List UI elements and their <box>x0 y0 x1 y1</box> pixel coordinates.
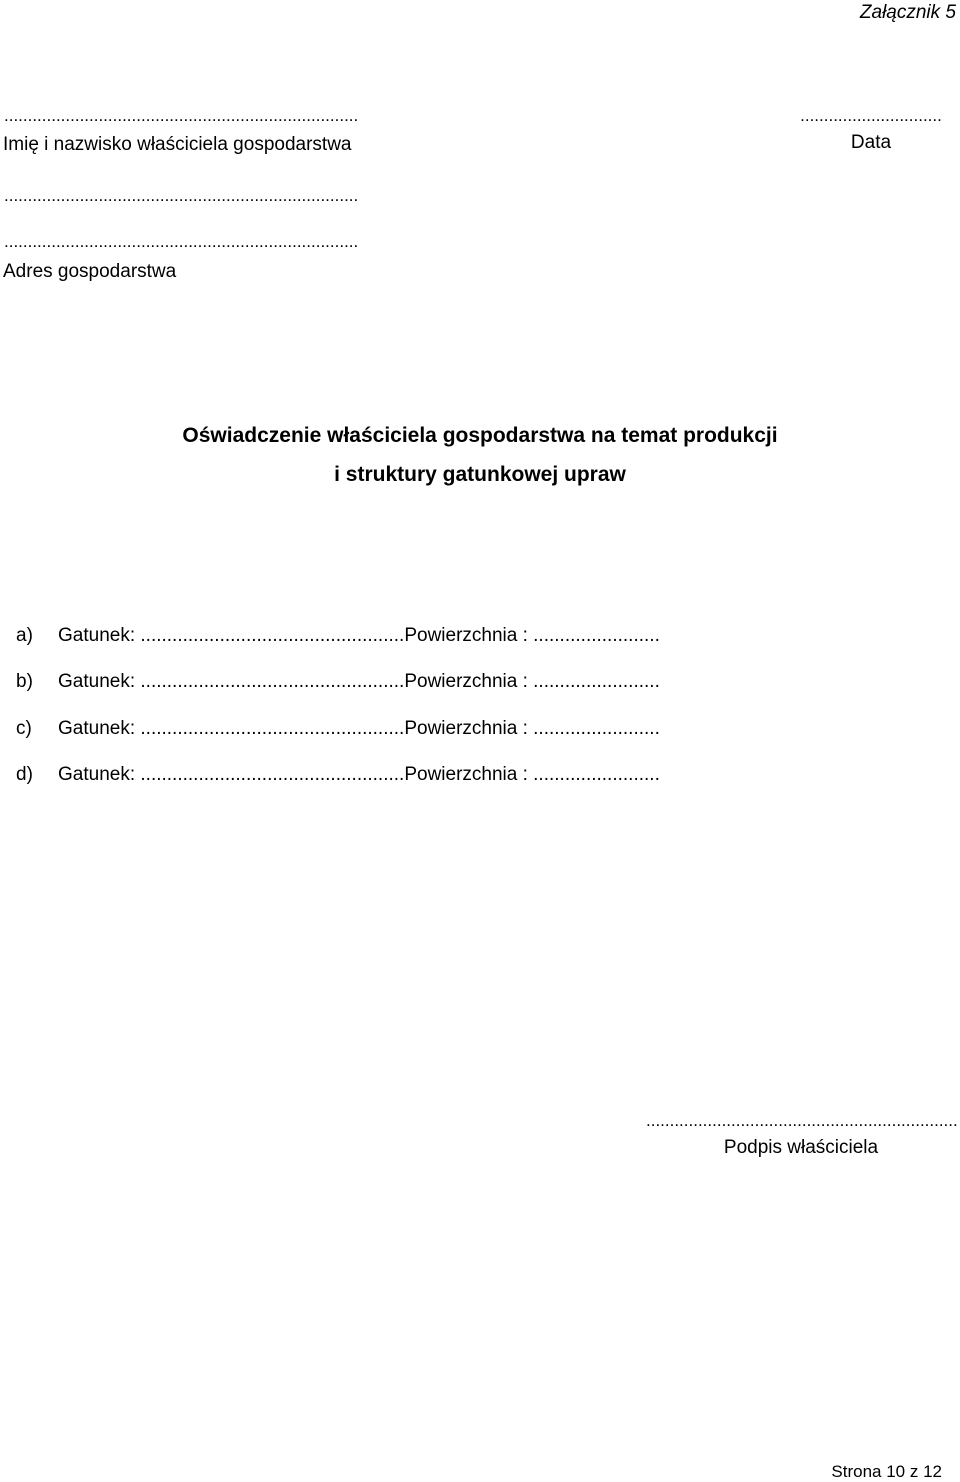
page-number: Strona 10 z 12 <box>831 1462 942 1481</box>
crop-item-a <box>16 625 660 647</box>
document-title-line-2: i struktury gatunkowej upraw <box>334 463 626 486</box>
signature-block <box>646 1111 956 1159</box>
crop-item-text: Gatunek: ..................................................Powierzchnia : ........................ <box>58 671 660 692</box>
crop-item-text: Gatunek: ..................................................Powierzchnia : ........................ <box>58 718 660 739</box>
crop-item-text: Gatunek: ..................................................Powierzchnia : ........................ <box>58 625 660 646</box>
crop-item-text: Gatunek: ..................................................Powierzchnia : ........................ <box>58 764 660 785</box>
crop-item-c <box>16 718 660 740</box>
crop-item-letter: d) <box>16 764 33 785</box>
date-label: Data <box>850 132 892 153</box>
signature-dotted-line: .................................................................. <box>646 1111 958 1130</box>
date-dotted-line: .............................. <box>800 106 942 125</box>
crop-item-letter: b) <box>16 671 33 692</box>
crop-item-b <box>16 671 660 693</box>
address-dotted-line-2: ........................................................................... <box>4 232 359 251</box>
attachment-label: Załącznik 5 <box>859 2 956 23</box>
address-dotted-line-1: ........................................................................... <box>4 186 359 205</box>
crop-item-letter: a) <box>16 625 33 646</box>
owner-name-dotted-line: ........................................................................... <box>4 106 359 125</box>
signature-label: Podpis właściciela <box>723 1137 879 1158</box>
owner-name-label: Imię i nazwisko właściciela gospodarstwa <box>3 134 352 155</box>
crop-item-d <box>16 764 660 786</box>
document-title-line-1: Oświadczenie właściciela gospodarstwa na temat produkcji <box>182 424 778 447</box>
date-block <box>786 106 956 154</box>
address-label: Adres gospodarstwa <box>3 261 177 282</box>
crop-item-letter: c) <box>16 718 32 739</box>
